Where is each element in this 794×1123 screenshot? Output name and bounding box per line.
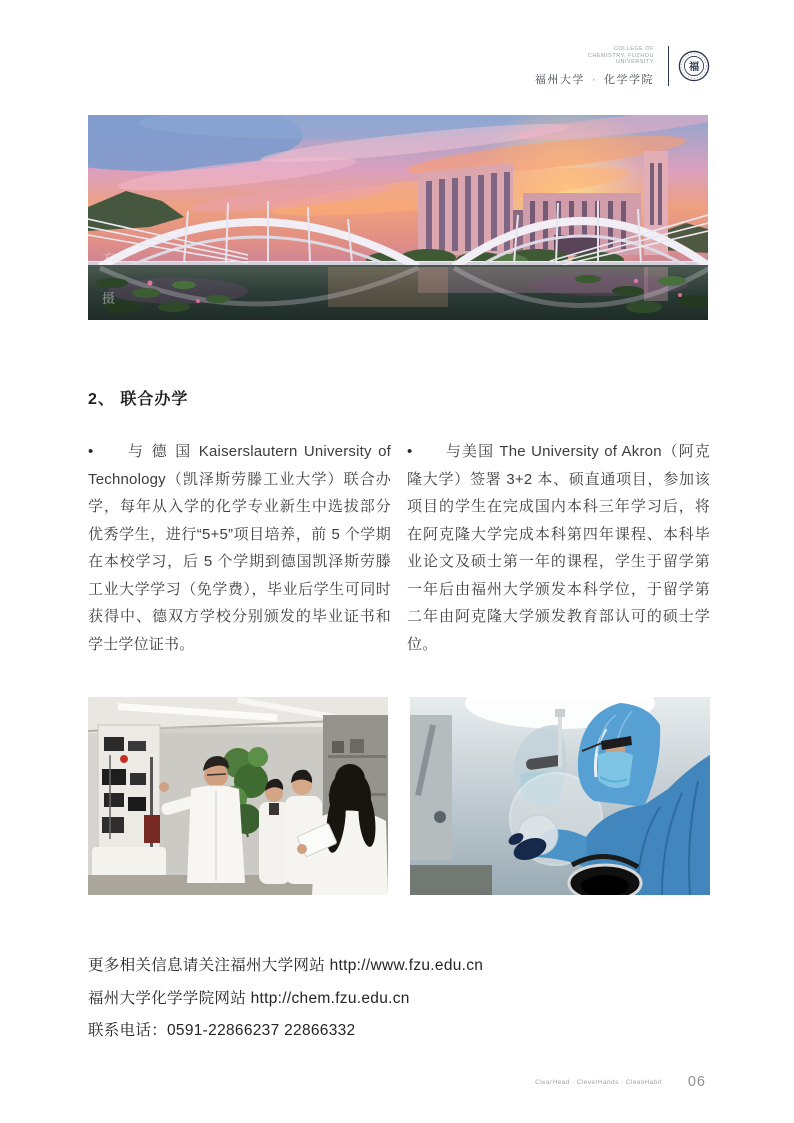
- college-label-cn: 化学学院: [604, 73, 654, 86]
- section-heading: 2、 联合办学: [88, 391, 189, 408]
- lab-instrument: [92, 725, 166, 889]
- page-footer: [535, 1074, 706, 1090]
- contact-info: [88, 950, 483, 1048]
- college-name-cn: [535, 71, 654, 87]
- bullet-marker: •: [407, 443, 413, 460]
- contact-line-college-site: 福州大学化学学院网站 http://chem.fzu.edu.cn: [88, 989, 410, 1007]
- header-text-block: [535, 46, 654, 87]
- column-left: [88, 438, 391, 658]
- separator-dot: ·: [591, 73, 597, 86]
- campus-sunset-illustration: [88, 115, 708, 320]
- college-en-line2: CHEMISTRY, FUZHOU: [587, 52, 654, 59]
- bullet-paragraph-germany: [88, 438, 391, 658]
- campus-sunset-photo: [88, 115, 708, 320]
- header-divider-line: [668, 46, 669, 86]
- college-en-line1: COLLEGE OF: [613, 46, 654, 52]
- bullet-text: 与 德 国 Kaiserslautern University of Technology（凯泽斯劳滕工业大学）联合办学，每年从入学的化学专业新生中选拔部分优秀学生，进行“5+5”项目培养，前 5 个学期在本校学习，后 5 个学期到德国凯泽斯劳滕工业大学学习（免学费），毕业后学生可同时获得中、德双方学校分别颁发的毕业证书和学士学位证书。: [88, 443, 391, 653]
- svg-text:福: 福: [688, 62, 700, 74]
- contact-line-phone: 联系电话：0591-22866237 22866332: [88, 1022, 356, 1039]
- photo-row: [88, 697, 710, 895]
- bullet-text: 与美国 The University of Akron（阿克隆大学）签署 3+2 本、硕直通项目，参加该项目的学生在完成国内本科三年学习后，将在阿克隆大学完成本科第四年课程、本科毕业论文及硕士第一年的课程，学生于留学第一年后由福州大学颁发本科学位，于留学第二年由阿克隆大学颁发教育部认可的硕士学位。: [407, 443, 710, 653]
- college-en-line3: UNIVERSITY: [615, 59, 654, 65]
- university-name-cn: 福州大学: [534, 73, 585, 86]
- lab-group-illustration: [88, 697, 388, 895]
- footer-motto: ClearHead · CleverHands · CleanHabit: [535, 1078, 662, 1086]
- photographer-watermark: 方 摄: [102, 251, 116, 306]
- column-right: [407, 438, 710, 658]
- contact-line-university-site: 更多相关信息请关注福州大学网站 http://www.fzu.edu.cn: [88, 957, 484, 974]
- college-name-en: [588, 46, 654, 66]
- bullet-paragraph-usa: [407, 438, 710, 658]
- page-number: 06: [687, 1074, 706, 1090]
- lab-group-photo: [88, 697, 388, 895]
- cleanroom-photo: [410, 697, 710, 895]
- university-seal-icon: [678, 50, 710, 82]
- two-column-body: [88, 438, 710, 658]
- page-header: [535, 46, 710, 87]
- bullet-marker: •: [88, 443, 94, 460]
- cleanroom-illustration: [410, 697, 710, 895]
